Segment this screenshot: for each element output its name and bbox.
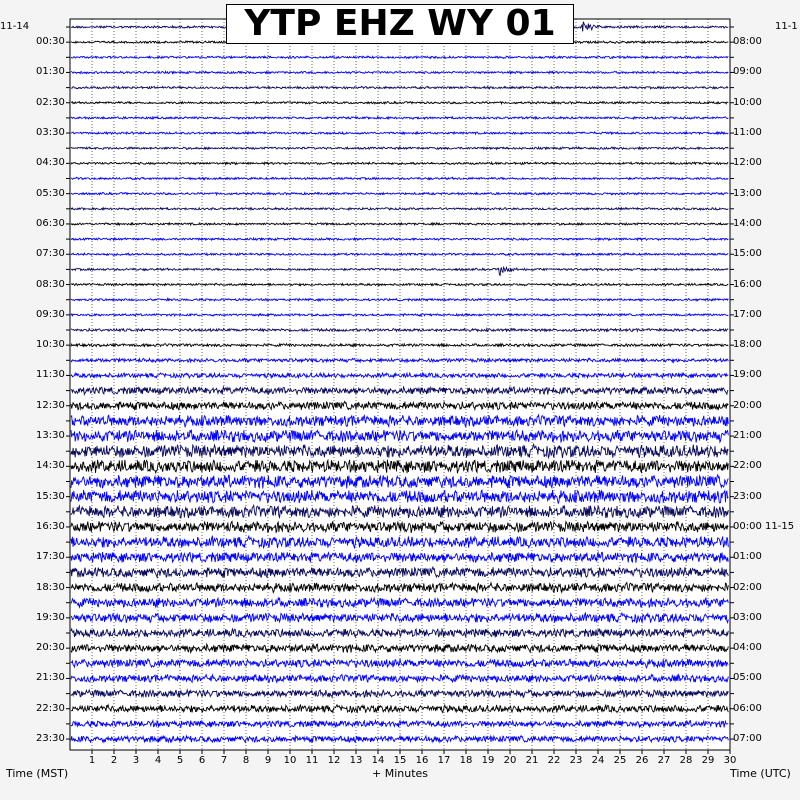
right-time-label: 16:00 xyxy=(733,278,762,290)
left-axis-title: Time (MST) xyxy=(6,767,69,780)
left-time-label: 17:30 xyxy=(36,551,65,563)
left-time-label: 11:30 xyxy=(36,369,65,381)
x-tick-label: 18 xyxy=(459,755,473,766)
x-tick-label: 21 xyxy=(525,755,539,766)
left-time-label: 13:30 xyxy=(36,430,65,442)
left-time-label: 02:30 xyxy=(36,96,65,108)
left-time-label: 06:30 xyxy=(36,217,65,229)
left-time-label: 14:30 xyxy=(36,460,65,472)
x-tick-label: 9 xyxy=(264,755,272,766)
left-time-label: 22:30 xyxy=(36,702,65,714)
x-tick-label: 14 xyxy=(371,755,385,766)
right-time-label: 05:00 xyxy=(733,672,762,684)
right-axis-title: Time (UTC) xyxy=(730,767,791,780)
x-tick-label: 17 xyxy=(437,755,451,766)
left-time-label: 05:30 xyxy=(36,187,65,199)
left-time-label: 03:30 xyxy=(36,127,65,139)
right-time-label: 09:00 xyxy=(733,66,762,78)
right-time-label: 22:00 xyxy=(733,460,762,472)
right-time-label: 17:00 xyxy=(733,308,762,320)
x-tick-label: 27 xyxy=(657,755,671,766)
right-time-label: 19:00 xyxy=(733,369,762,381)
x-tick-label: 26 xyxy=(635,755,649,766)
right-time-label: 21:00 xyxy=(733,430,762,442)
right-time-label: 15:00 xyxy=(733,248,762,260)
x-tick-label: 6 xyxy=(198,755,206,766)
left-time-label: 09:30 xyxy=(36,308,65,320)
left-time-label: 21:30 xyxy=(36,672,65,684)
right-time-label: 20:00 xyxy=(733,399,762,411)
x-tick-label: 30 xyxy=(723,755,737,766)
right-time-label: 11:00 xyxy=(733,127,762,139)
x-tick-label: 3 xyxy=(132,755,140,766)
x-tick-label: 10 xyxy=(283,755,297,766)
x-tick-label: 16 xyxy=(415,755,429,766)
right-time-label: 18:00 xyxy=(733,339,762,351)
right-time-label: 23:00 xyxy=(733,490,762,502)
x-tick-label: 11 xyxy=(305,755,319,766)
x-tick-label: 29 xyxy=(701,755,715,766)
x-tick-label: 22 xyxy=(547,755,561,766)
x-tick-label: 19 xyxy=(481,755,495,766)
x-axis-title: + Minutes xyxy=(372,767,429,780)
left-time-label: 08:30 xyxy=(36,278,65,290)
right-time-label: 10:00 xyxy=(733,96,762,108)
x-tick-label: 24 xyxy=(591,755,605,766)
right-time-label: 06:00 xyxy=(733,702,762,714)
left-time-label: 07:30 xyxy=(36,248,65,260)
left-time-label: 18:30 xyxy=(36,581,65,593)
x-tick-label: 1 xyxy=(88,755,96,766)
x-tick-label: 23 xyxy=(569,755,583,766)
end-date-label: 11-1 xyxy=(775,21,798,32)
right-time-label: 03:00 xyxy=(733,611,762,623)
x-tick-label: 12 xyxy=(327,755,341,766)
left-time-label: 15:30 xyxy=(36,490,65,502)
right-time-label: 02:00 xyxy=(733,581,762,593)
right-time-label: 04:00 xyxy=(733,642,762,654)
x-tick-label: 8 xyxy=(242,755,250,766)
start-date-label: 11-14 xyxy=(0,21,30,32)
left-time-label: 00:30 xyxy=(36,36,65,48)
x-tick-label: 13 xyxy=(349,755,363,766)
x-tick-label: 5 xyxy=(176,755,184,766)
right-time-label: 07:00 xyxy=(733,733,762,745)
left-time-label: 20:30 xyxy=(36,642,65,654)
x-tick-label: 4 xyxy=(154,755,162,766)
right-time-label: 00:00 11-15 xyxy=(733,520,795,532)
x-tick-label: 28 xyxy=(679,755,693,766)
left-time-label: 04:30 xyxy=(36,157,65,169)
right-time-label: 01:00 xyxy=(733,551,762,563)
x-tick-label: 25 xyxy=(613,755,627,766)
left-time-label: 16:30 xyxy=(36,520,65,532)
right-time-label: 13:00 xyxy=(733,187,762,199)
x-tick-label: 2 xyxy=(110,755,118,766)
left-time-label: 19:30 xyxy=(36,611,65,623)
x-tick-label: 20 xyxy=(503,755,517,766)
left-time-label: 01:30 xyxy=(36,66,65,78)
x-tick-label: 15 xyxy=(393,755,407,766)
left-time-label: 10:30 xyxy=(36,339,65,351)
right-time-label: 14:00 xyxy=(733,217,762,229)
x-tick-label: 7 xyxy=(220,755,228,766)
left-time-label: 23:30 xyxy=(36,733,65,745)
right-time-label: 12:00 xyxy=(733,157,762,169)
right-time-label: 08:00 xyxy=(733,36,762,48)
left-time-label: 12:30 xyxy=(36,399,65,411)
chart-title: YTP EHZ WY 01 xyxy=(226,4,574,44)
